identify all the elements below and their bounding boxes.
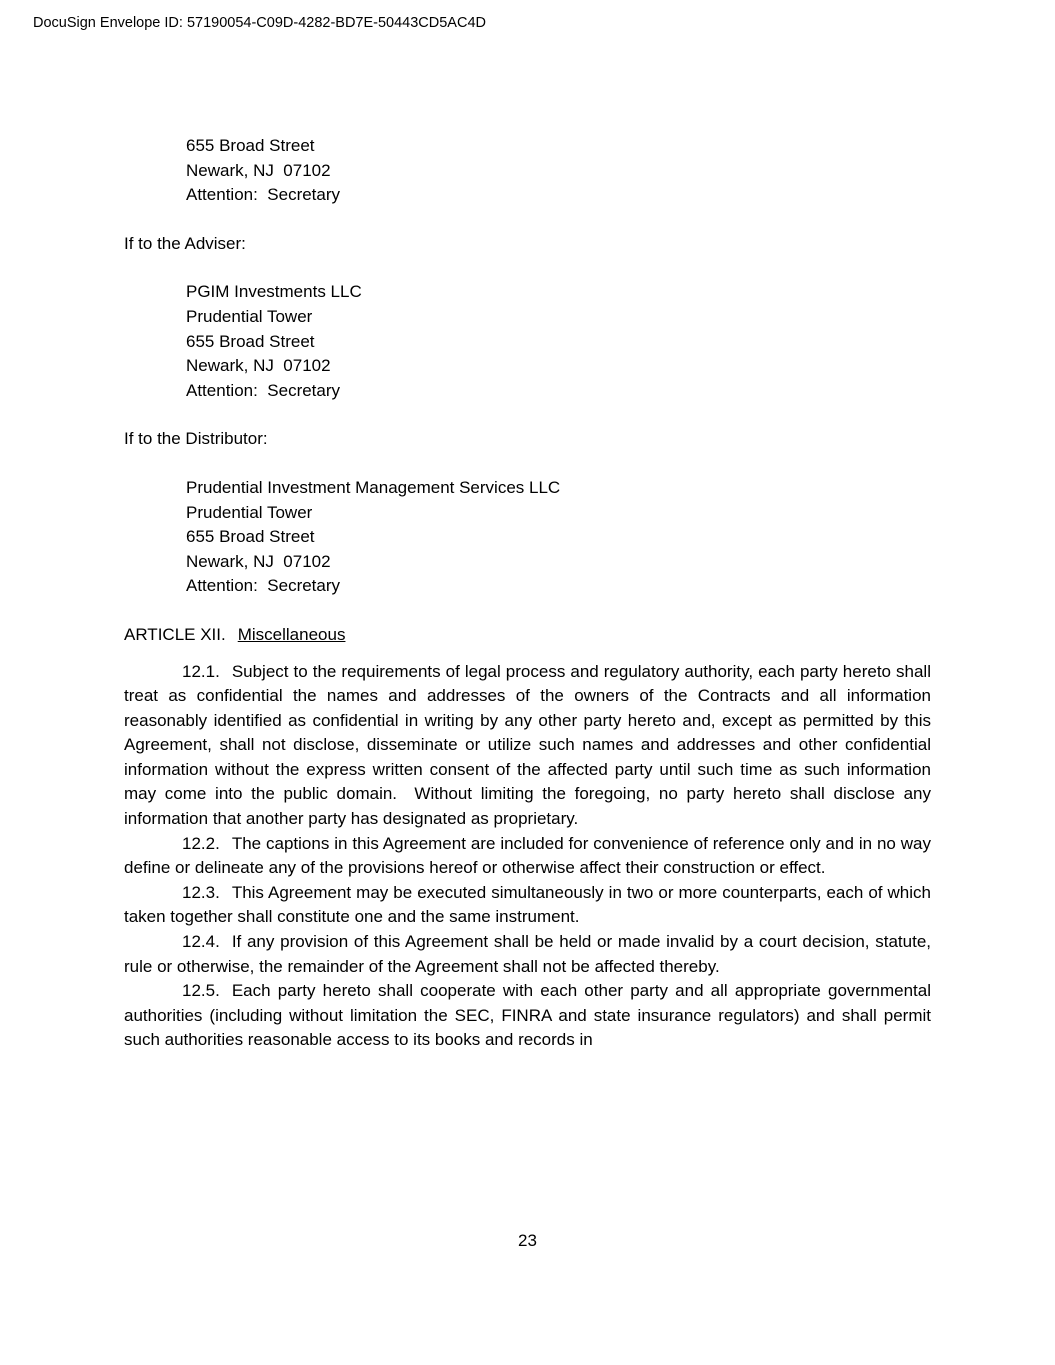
address-line: Newark, NJ 07102 [186, 356, 331, 376]
paragraph-12-2 [124, 832, 931, 881]
address-line: Prudential Tower [186, 306, 313, 326]
paragraph-text: The captions in this Agreement are included for convenience of reference only and in no way define or delineate any of the provisions hereof or otherwise affect their construction or effect. [124, 833, 931, 878]
address-line: Newark, NJ 07102 [186, 160, 331, 180]
address-line: 655 Broad Street [186, 527, 315, 547]
address-line: 655 Broad Street [186, 331, 315, 351]
notice-address-adviser [186, 280, 931, 403]
paragraph-text: Each party hereto shall cooperate with each other party and all appropriate governmental authorities (including without limitation the SEC, FINRA and state insurance regulators) and shall permit such authorities reasonable access to its books and records in [124, 981, 931, 1050]
address-line: Prudential Tower [186, 502, 313, 522]
address-line: Attention: Secretary [186, 380, 341, 400]
page-number: 23 [518, 1231, 537, 1250]
paragraph-12-1 [124, 660, 931, 832]
article-heading [124, 623, 931, 648]
paragraph-number: 12.4. [182, 932, 220, 952]
address-line: Attention: Secretary [186, 185, 341, 205]
paragraph-number: 12.1. [182, 661, 220, 681]
address-line: Prudential Investment Management Services LLC [186, 477, 561, 497]
address-line: PGIM Investments LLC [186, 282, 362, 302]
paragraph-text: This Agreement may be executed simultaneously in two or more counterparts, each of which taken together shall constitute one and the same instrument. [124, 882, 931, 927]
paragraph-text: Subject to the requirements of legal process and regulatory authority, each party hereto shall treat as confidential the names and addresses of the owners of the Contracts and all information reasonably identified as confidential in writing by any other party hereto and, except as permitted by this Agreement, shall not disclose, disseminate or utilize such names and addresses and other confidential information without the express written consent of the affected party until such time as such information may come into the public domain. Without limiting the foregoing, no party hereto shall disclose any information that another party has designated as proprietary. [124, 661, 931, 829]
paragraph-number: 12.2. [182, 833, 220, 853]
paragraph-number: 12.5. [182, 981, 220, 1001]
address-line: Attention: Secretary [186, 576, 341, 596]
paragraph-12-5 [124, 979, 931, 1053]
document-body [124, 134, 931, 1053]
address-line: 655 Broad Street [186, 136, 315, 155]
notice-label-distributor: If to the Distributor: [124, 429, 268, 449]
paragraph-number: 12.3. [182, 882, 220, 902]
address-line: Newark, NJ 07102 [186, 551, 331, 571]
paragraph-text: If any provision of this Agreement shall be held or made invalid by a court decision, statute, rule or otherwise, the remainder of the Agreement shall not be affected thereby. [124, 932, 931, 976]
article-number: ARTICLE XII. [124, 624, 226, 644]
notice-label-adviser: If to the Adviser: [124, 233, 246, 253]
notice-address-registrant [186, 134, 931, 208]
article-title: Miscellaneous [237, 624, 346, 644]
notice-address-distributor [186, 476, 931, 599]
docusign-envelope-id: DocuSign Envelope ID: 57190054-C09D-4282-BD7E-50443CD5AC4D [33, 15, 486, 31]
paragraph-12-4 [124, 930, 931, 979]
paragraph-12-3 [124, 881, 931, 930]
